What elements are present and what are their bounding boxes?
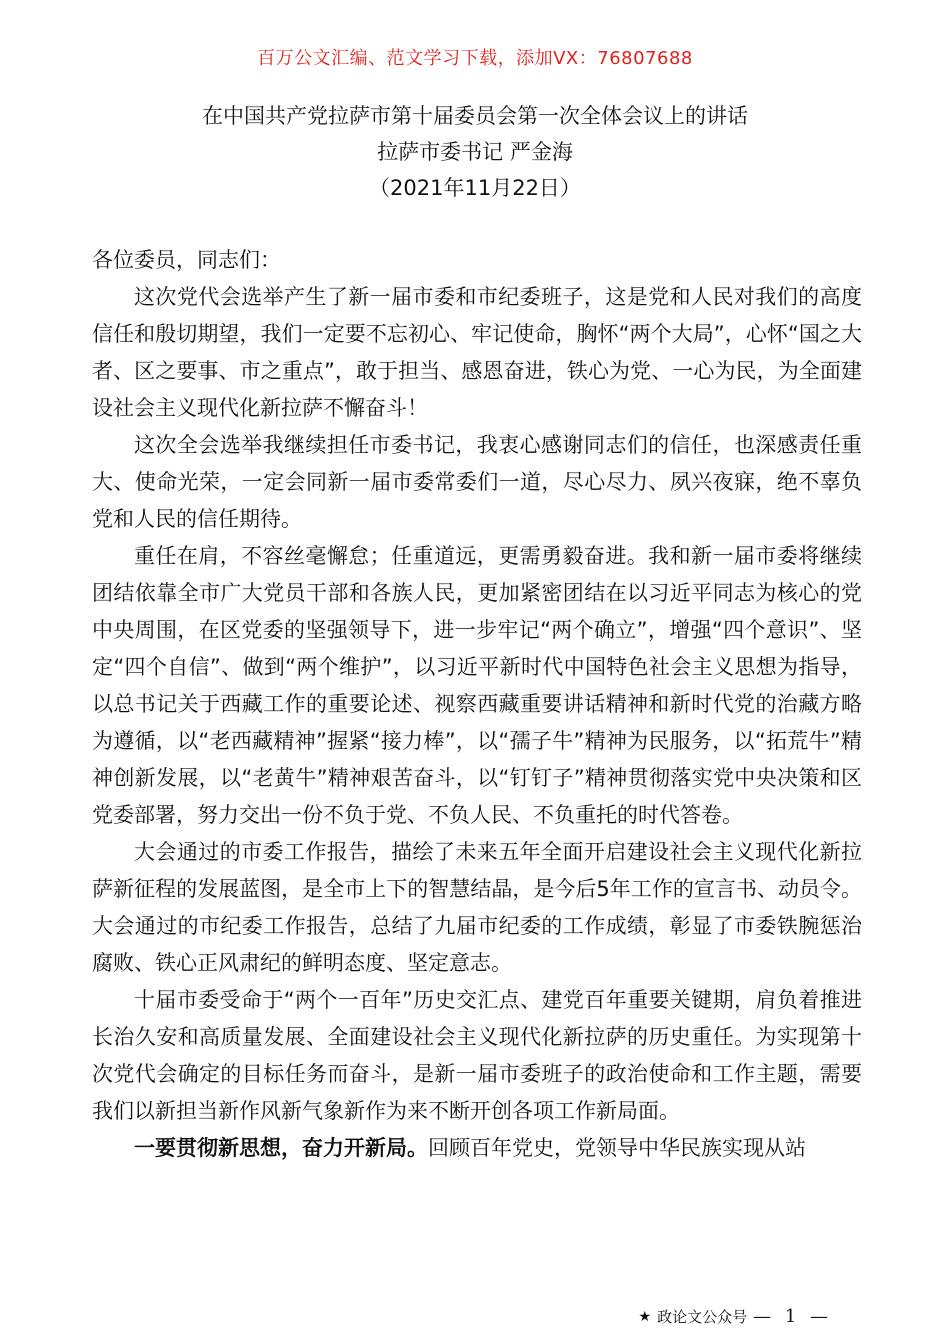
star-icon: ★ bbox=[638, 1308, 652, 1325]
salutation: 各位委员，同志们： bbox=[92, 248, 281, 272]
paragraph-5: 十届市委受命于“两个一百年”历史交汇点、建党百年重要关键期，肩负着推进长治久安和高质量发展、全面建设社会主义现代化新拉萨的历史重任。为实现第十次党代会确定的目标任务而奋斗，是新一届市委班子的政治使命和工作主题，需要我们以新担当新作风新气象新作为来不断开创各项工作新局面。 bbox=[92, 988, 862, 1123]
paragraph-6 bbox=[92, 1130, 862, 1167]
footer-source: 政论文公众号 bbox=[657, 1308, 748, 1326]
paragraph-1: 这次党代会选举产生了新一届市委和市纪委班子，这是党和人民对我们的高度信任和殷切期望，我们一定要不忘初心、牢记使命，胸怀“两个大局”，心怀“国之大者、区之要事、市之重点”，敢于担当、感恩奋进，铁心为党、一心为民，为全面建设社会主义现代化新拉萨不懈奋斗！ bbox=[92, 285, 862, 420]
speech-body bbox=[92, 242, 862, 1167]
paragraph-3: 重任在肩，不容丝毫懈怠；任重道远，更需勇毅奋进。我和新一届市委将继续团结依靠全市广大党员干部和各族人民，更加紧密团结在以习近平同志为核心的党中央周围，在区党委的坚强领导下，进一步牢记“两个确立”，增强“四个意识”、坚定“四个自信”、做到“两个维护”，以习近平新时代中国特色社会主义思想为指导，以总书记关于西藏工作的重要论述、视察西藏重要讲话精神和新时代党的治藏方略为遵循，以“老西藏精神”握紧“接力棒”，以“孺子牛”精神为民服务，以“拓荒牛”精神创新发展，以“老黄牛”精神艰苦奋斗，以“钉钉子”精神贯彻落实党中央决策和区党委部署，努力交出一份不负于党、不负人民、不负重托的时代答卷。 bbox=[92, 544, 862, 827]
speech-title: 在中国共产党拉萨市第十届委员会第一次全体会议上的讲话 bbox=[202, 104, 748, 128]
paragraph-6-text: 回顾百年党史，党领导中华民族实现从站 bbox=[428, 1136, 806, 1160]
speech-date: （2021年11月22日） bbox=[369, 176, 581, 200]
section-heading: 一要贯彻新思想，奋力开新局。 bbox=[134, 1136, 428, 1160]
page-number: — 1 — bbox=[753, 1306, 832, 1327]
paragraph-4: 大会通过的市委工作报告，描绘了未来五年全面开启建设社会主义现代化新拉萨新征程的发展蓝图，是全市上下的智慧结晶，是今后5年工作的宣言书、动员令。大会通过的市纪委工作报告，总结了九届市纪委的工作成绩，彰显了市委铁腕惩治腐败、铁心正风肃纪的鲜明态度、坚定意志。 bbox=[92, 840, 862, 975]
paragraph-2: 这次全会选举我继续担任市委书记，我衷心感谢同志们的信任，也深感责任重大、使命光荣，一定会同新一届市委常委们一道，尽心尽力、夙兴夜寐，绝不辜负党和人民的信任期待。 bbox=[92, 433, 862, 531]
page-footer bbox=[639, 1306, 832, 1327]
speaker-line: 拉萨市委书记 严金海 bbox=[377, 140, 573, 164]
download-banner: 百万公文汇编、范文学习下载，添加VX：76807688 bbox=[257, 48, 693, 69]
speech-title-block bbox=[0, 98, 950, 206]
